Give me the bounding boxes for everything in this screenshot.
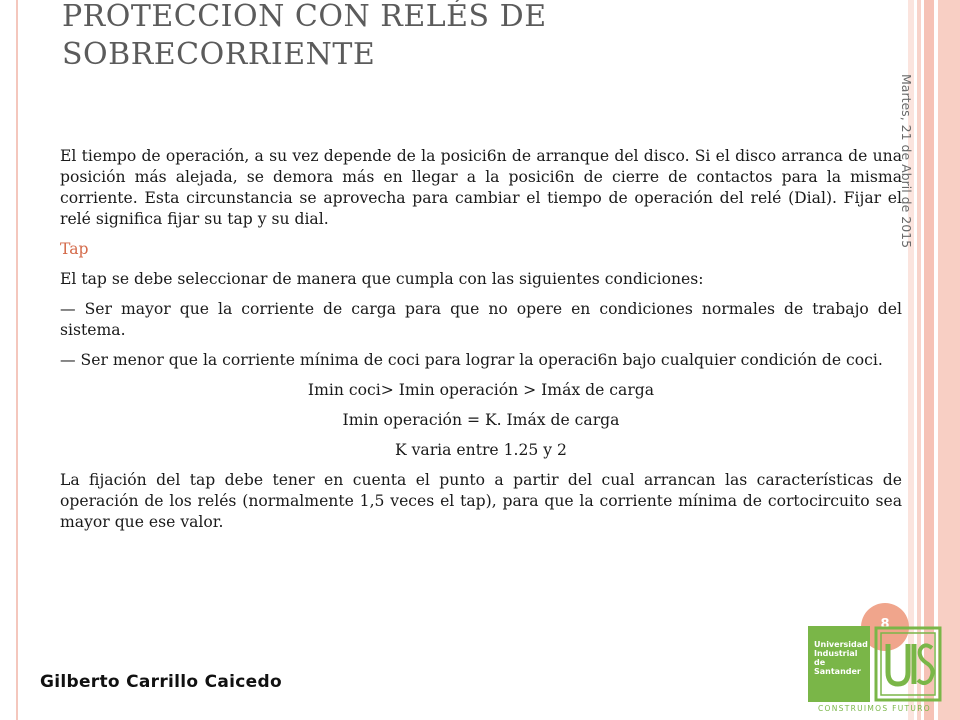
condition-short-circuit: — Ser menor que la corriente mínima de coci para lograr la operaci6n bajo cualquier condición de coci. bbox=[60, 351, 883, 369]
equation-inequality: Imin coci> Imin operación > Imáx de carga bbox=[307, 381, 655, 399]
logo-line-1: Universidad bbox=[814, 640, 868, 649]
slide-body bbox=[60, 146, 902, 542]
paragraph-tap-setting: La fijación del tap debe tener en cuenta el punto a partir del cual arrancan las características de operación de los relés (normalmente 1,5 veces el tap), para que la corriente mínima de cortocircuito sea mayor que ese valor. bbox=[60, 471, 902, 531]
author-name: Gilberto Carrillo Caicedo bbox=[40, 672, 282, 692]
logo-line-3: Santander bbox=[814, 667, 861, 676]
tap-heading: Tap bbox=[60, 240, 89, 258]
uis-emblem-icon bbox=[874, 626, 942, 702]
equation-k-range: K varia entre 1.25 y 2 bbox=[395, 441, 567, 459]
page-number: 8 bbox=[880, 617, 890, 632]
paragraph-tap-conditions: El tap se debe seleccionar de manera que cumpla con las siguientes condiciones: bbox=[60, 270, 704, 288]
logo-tagline: CONSTRUIMOS FUTURO bbox=[818, 704, 931, 713]
slide-title: PROTECCION CON RELÉS DE SOBRECORRIENTE bbox=[62, 0, 547, 72]
logo-line-2: Industrial de bbox=[814, 649, 858, 667]
left-border-line bbox=[16, 0, 18, 720]
slide-date-text: Martes, 21 de Abril de 2015 bbox=[899, 74, 914, 249]
paragraph-operation-time: El tiempo de operación, a su vez depende de la posici6n de arranque del disco. Si el disco arranca de una posición más alejada, se demora más en llegar a la posici6n de cierre de contactos para la misma corriente. Esta circunstancia se aprovecha para cambiar el tiempo de operación del relé (Dial). Fijar el relé significa fijar su tap y su dial. bbox=[60, 147, 902, 228]
logo-text-box bbox=[808, 626, 870, 702]
condition-load-current: — Ser mayor que la corriente de carga para que no opere en condiciones normales de trabajo del sistema. bbox=[60, 300, 902, 339]
university-logo bbox=[808, 626, 942, 712]
equation-imin-operation: Imin operación = K. Imáx de carga bbox=[342, 411, 620, 429]
